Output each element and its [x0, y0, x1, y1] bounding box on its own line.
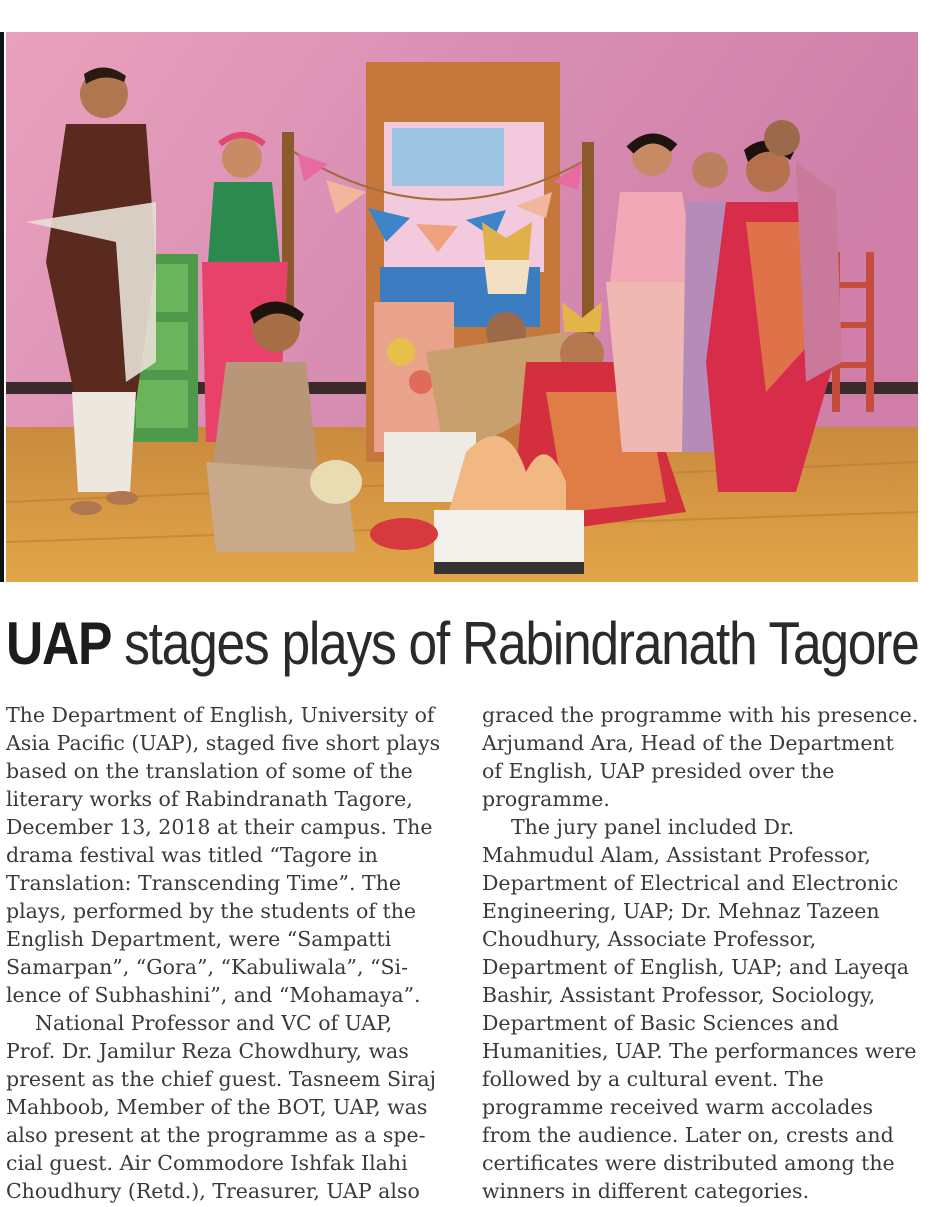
text-line: Department of Electrical and Electronic	[482, 871, 899, 895]
headline-rest: stages plays of Rabindranath Tagore	[124, 610, 919, 677]
text-line: December 13, 2018 at their campus. The	[6, 815, 433, 839]
headline	[6, 602, 919, 686]
article-column-left	[6, 701, 446, 1205]
text-line: cial guest. Air Commodore Ishfak Ilahi	[6, 1151, 408, 1175]
text-line: winners in different categories.	[482, 1179, 810, 1203]
text-line: also present at the programme as a spe-	[6, 1123, 426, 1147]
text-line: graced the programme with his presence.	[482, 703, 919, 727]
photo-edge	[0, 32, 4, 582]
text-line: lence of Subhashini”, and “Mohamaya”.	[6, 983, 421, 1007]
text-line: Department of Basic Sciences and	[482, 1011, 839, 1035]
text-line: Engineering, UAP; Dr. Mehnaz Tazeen	[482, 899, 880, 923]
text-line: present as the chief guest. Tasneem Siraj	[6, 1067, 436, 1091]
text-line: Prof. Dr. Jamilur Reza Chowdhury, was	[6, 1039, 409, 1063]
text-line: Department of English, UAP; and Layeqa	[482, 955, 909, 979]
text-line: Mahmudul Alam, Assistant Professor,	[482, 843, 871, 867]
text-line: The Department of English, University of	[6, 703, 435, 727]
text-line: Choudhury (Retd.), Treasurer, UAP also	[6, 1179, 420, 1203]
text-line: Asia Pacific (UAP), staged five short plays	[6, 731, 441, 755]
text-line: Choudhury, Associate Professor,	[482, 927, 817, 951]
text-line: programme received warm accolades	[482, 1095, 873, 1119]
text-line: drama festival was titled “Tagore in	[6, 843, 378, 867]
text-line: from the audience. Later on, crests and	[482, 1123, 894, 1147]
stage-photo	[6, 32, 918, 582]
text-line: Humanities, UAP. The performances were	[482, 1039, 917, 1063]
text-line: of English, UAP presided over the	[482, 759, 835, 783]
text-line: Mahboob, Member of the BOT, UAP, was	[6, 1095, 428, 1119]
text-line: Samarpan”, “Gora”, “Kabuliwala”, “Si-	[6, 955, 409, 979]
text-line: based on the translation of some of the	[6, 759, 413, 783]
text-line: Arjumand Ara, Head of the Department	[482, 731, 894, 755]
text-line: Bashir, Assistant Professor, Sociology,	[482, 983, 876, 1007]
text-line: Translation: Transcending Time”. The	[6, 871, 402, 895]
text-line: programme.	[482, 787, 610, 811]
stage-photo-illustration	[6, 32, 918, 582]
text-line: certificates were distributed among the	[482, 1151, 895, 1175]
headline-strong: UAP	[6, 610, 112, 677]
text-line: followed by a cultural event. The	[482, 1067, 824, 1091]
article-column-right	[482, 701, 922, 1205]
text-line: National Professor and VC of UAP,	[35, 1011, 393, 1035]
text-line: plays, performed by the students of the	[6, 899, 417, 923]
text-line: literary works of Rabindranath Tagore,	[6, 787, 413, 811]
text-line: The jury panel included Dr.	[511, 815, 795, 839]
text-line: English Department, were “Sampatti	[6, 927, 392, 951]
